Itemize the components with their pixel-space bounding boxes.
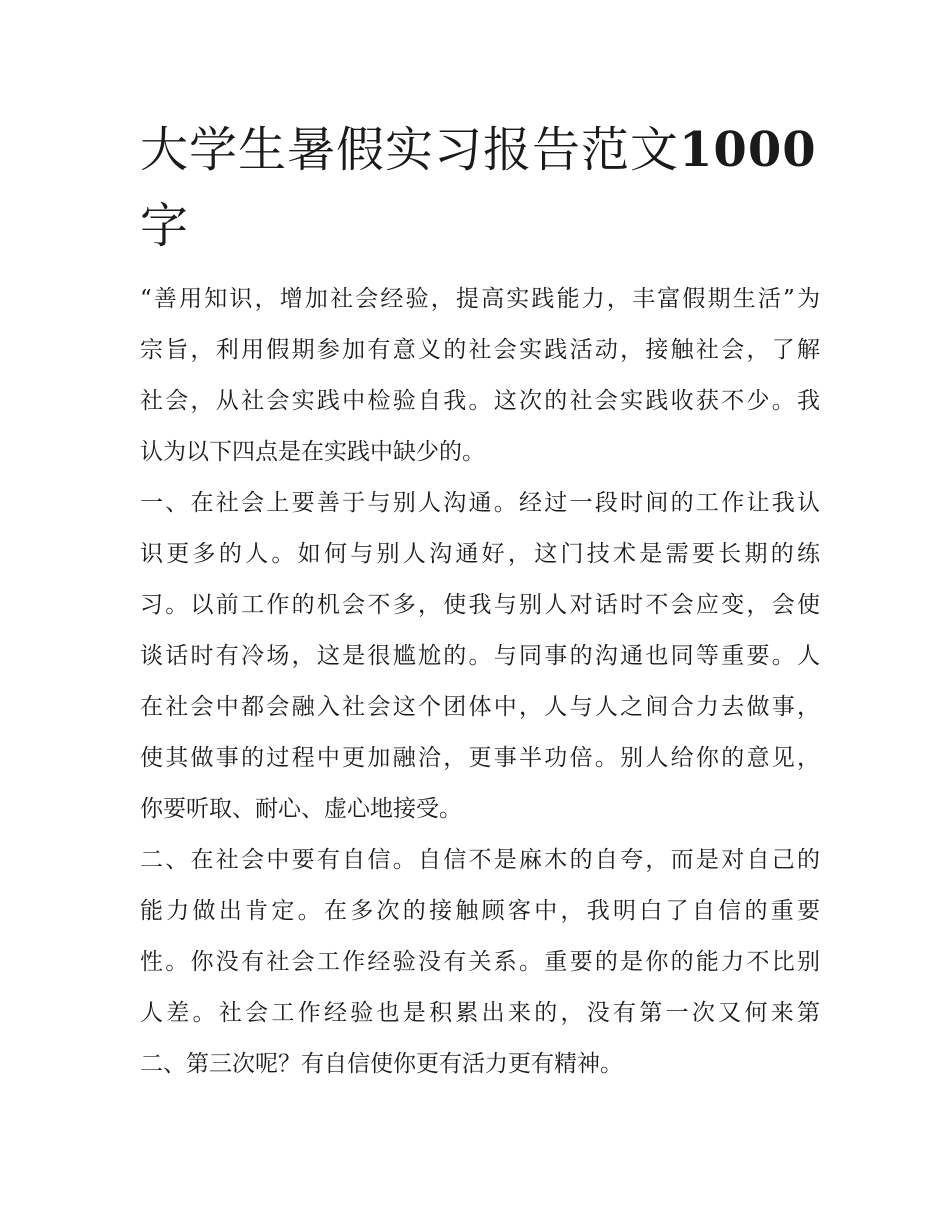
text-line: 宗旨，利用假期参加有意义的社会实践活动，接触社会，了解 (140, 337, 820, 363)
text-line: 二、在社会中要有自信。自信不是麻木的自夸，而是对自己的 (140, 847, 820, 873)
text-line: 谈话时有冷场，这是很尴尬的。与同事的沟通也同等重要。人 (140, 643, 820, 669)
text-line: 能力做出肯定。在多次的接触顾客中，我明白了自信的重要 (140, 898, 820, 924)
text-line: 你要听取、耐心、虚心地接受。 (140, 796, 462, 822)
text-line: 一、在社会上要善于与别人沟通。经过一段时间的工作让我认 (140, 490, 820, 516)
text-line: 在社会中都会融入社会这个团体中，人与人之间合力去做事， (140, 694, 820, 720)
text-line: 使其做事的过程中更加融洽，更事半功倍。别人给你的意见， (140, 745, 820, 771)
title-number: 1000 (679, 122, 817, 178)
text-line: 二、第三次呢？有自信使你更有活力更有精神。 (140, 1051, 623, 1077)
text-line: 认为以下四点是在实践中缺少的。 (140, 439, 485, 465)
title-tail: 字 (140, 198, 190, 254)
text-line: 识更多的人。如何与别人沟通好，这门技术是需要长期的练 (140, 541, 820, 567)
document-title (140, 112, 830, 264)
text-line: 人差。社会工作经验也是积累出来的，没有第一次又何来第 (140, 1000, 820, 1026)
text-line: 社会，从社会实践中检验自我。这次的社会实践收获不少。我 (140, 388, 820, 414)
title-main: 大学生暑假实习报告范文 (140, 122, 680, 178)
text-line: “善用知识，增加社会经验，提高实践能力，丰富假期生活”为 (140, 286, 820, 312)
text-line: 习。以前工作的机会不多，使我与别人对话时不会应变，会使 (140, 592, 820, 618)
text-line: 性。你没有社会工作经验没有关系。重要的是你的能力不比别 (140, 949, 820, 975)
document-body (140, 274, 820, 1090)
